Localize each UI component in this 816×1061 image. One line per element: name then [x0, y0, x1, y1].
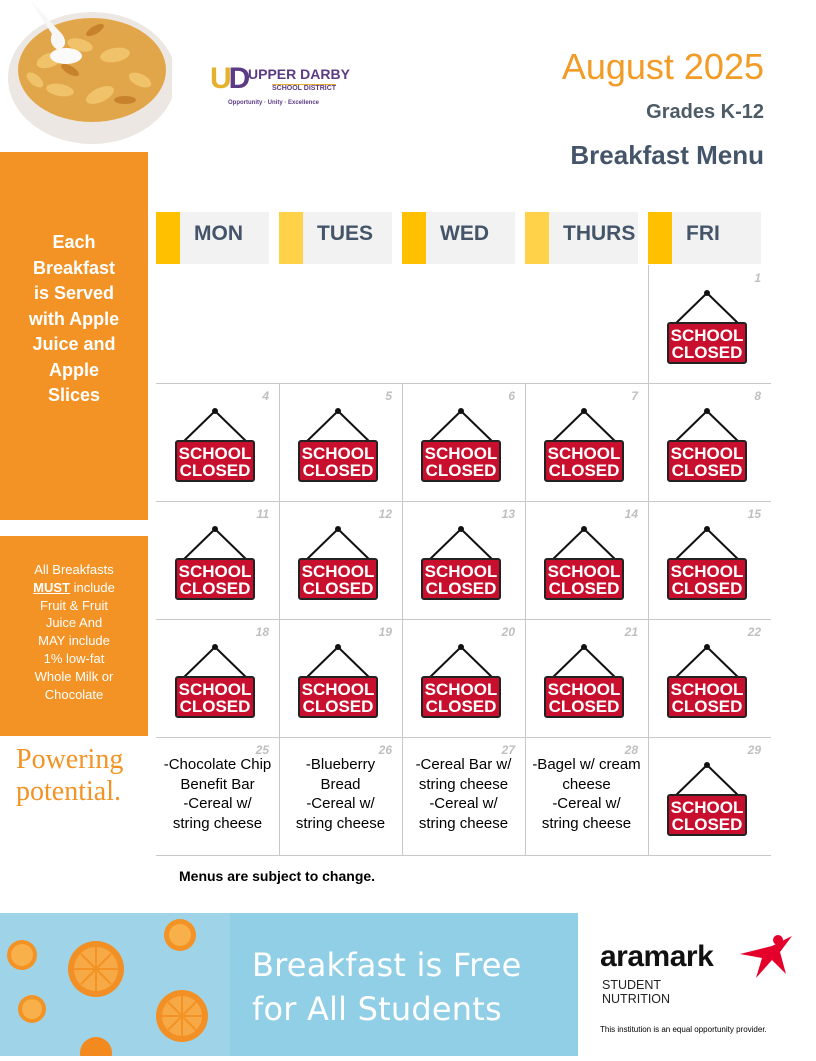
calendar-day-cell: [525, 619, 648, 737]
menu-title: Breakfast Menu: [570, 140, 764, 170]
menu-item-line: -Cereal w/: [429, 795, 498, 812]
aramark-subtitle: STUDENT NUTRITION: [602, 978, 671, 1006]
served-with-panel: [0, 152, 148, 520]
sign-text-bottom: CLOSED: [671, 697, 743, 716]
sign-text-bottom: CLOSED: [179, 461, 251, 480]
school-closed-sign-icon: [297, 641, 379, 719]
sign-text-top: SCHOOL: [670, 326, 744, 345]
orange-fruit-image: [0, 913, 230, 1056]
served-line: Juice and: [32, 334, 116, 354]
banner-line: Breakfast is Free: [252, 946, 522, 984]
calendar-day-cell: [279, 265, 402, 383]
day-number: 28: [624, 743, 638, 757]
logo-initials: UD: [210, 62, 248, 95]
meal-rules-panel: [0, 536, 148, 736]
sign-text-top: SCHOOL: [424, 444, 498, 463]
menu-items: [402, 755, 525, 833]
calendar-day-cell: [156, 619, 279, 737]
sign-text-top: SCHOOL: [670, 562, 744, 581]
menu-items: [156, 755, 279, 833]
calendar-day-cell: [525, 265, 648, 383]
sign-text-bottom: CLOSED: [179, 579, 251, 598]
day-number: 29: [747, 743, 761, 757]
day-number: 4: [262, 389, 269, 403]
powering-potential-tagline: Powering potential.: [16, 744, 124, 807]
calendar-day-cell: [525, 383, 648, 501]
day-number: 7: [631, 389, 638, 403]
rules-line: MAY include: [38, 633, 110, 649]
sign-text-bottom: CLOSED: [302, 697, 374, 716]
menu-item-line: Bread: [320, 775, 361, 793]
sign-text-top: SCHOOL: [670, 798, 744, 817]
grades-label: Grades K-12: [646, 101, 764, 123]
logo-tagline: Opportunity · Unity · Excellence: [228, 100, 320, 106]
calendar-day-cell: [279, 501, 402, 619]
grid-row-line: [156, 855, 771, 856]
day-header-thurs: THURS: [525, 212, 638, 264]
calendar-day-cell: [402, 383, 525, 501]
sign-text-top: SCHOOL: [178, 444, 252, 463]
sign-text-bottom: CLOSED: [302, 579, 374, 598]
school-closed-sign-icon: [543, 641, 625, 719]
day-number: 6: [508, 389, 515, 403]
menu-item-line: string cheese: [418, 775, 509, 793]
school-closed-sign-icon: [666, 641, 748, 719]
sign-text-top: SCHOOL: [424, 680, 498, 699]
menu-item-line: -Blueberry: [305, 756, 376, 773]
sign-text-top: SCHOOL: [178, 562, 252, 581]
menu-items: [525, 755, 648, 833]
calendar-day-cell: [402, 501, 525, 619]
sign-text-bottom: CLOSED: [671, 579, 743, 598]
day-number: 25: [255, 743, 269, 757]
day-number: 21: [624, 625, 638, 639]
day-header-fri: FRI: [648, 212, 761, 264]
school-closed-sign-icon: [420, 405, 502, 483]
logo-subtitle: SCHOOL DISTRICT: [272, 85, 337, 92]
sign-text-top: SCHOOL: [301, 562, 375, 581]
menu-item-line: -Cereal w/: [306, 795, 375, 812]
menu-item-line: -Cereal w/: [552, 795, 621, 812]
sign-text-bottom: CLOSED: [548, 461, 620, 480]
served-line: Apple: [48, 359, 99, 380]
school-closed-sign-icon: [666, 523, 748, 601]
tangerine-slice-icon: [18, 995, 46, 1023]
day-number: 14: [624, 507, 638, 521]
day-number: 27: [501, 743, 515, 757]
sign-text-bottom: CLOSED: [425, 697, 497, 716]
menu-items: [279, 755, 402, 833]
served-line: Each: [52, 232, 96, 252]
school-closed-sign-icon: [174, 641, 256, 719]
day-number: 12: [378, 507, 392, 521]
calendar-day-cell: [279, 737, 402, 855]
day-header-wed: WED: [402, 212, 515, 264]
sign-text-bottom: CLOSED: [425, 461, 497, 480]
school-closed-sign-icon: [297, 405, 379, 483]
tangerine-icon: [156, 990, 208, 1042]
month-title: August 2025: [561, 46, 764, 87]
calendar-day-cell: [156, 265, 279, 383]
day-number: 20: [501, 625, 515, 639]
school-closed-sign-icon: [174, 523, 256, 601]
menu-item-line: string cheese: [295, 814, 386, 832]
menu-item-line: string cheese: [418, 814, 509, 832]
rules-line: Chocolate: [44, 686, 104, 702]
sign-text-bottom: CLOSED: [671, 343, 743, 362]
day-number: 11: [256, 507, 269, 521]
served-line: Breakfast: [32, 257, 116, 278]
day-number: 15: [747, 507, 761, 521]
sign-text-bottom: CLOSED: [671, 815, 743, 834]
calendar-day-cell: [156, 383, 279, 501]
menu-item-line: -Bagel w/ cream: [532, 756, 641, 773]
rules-line: 1% low-fat: [43, 650, 105, 666]
rules-line: All Breakfasts: [34, 562, 114, 577]
sign-text-top: SCHOOL: [301, 444, 375, 463]
menu-item-line: string cheese: [172, 814, 263, 832]
sign-text-top: SCHOOL: [301, 680, 375, 699]
calendar-day-cell: [648, 383, 771, 501]
cereal-bowl-image: [0, 0, 172, 150]
day-number: 8: [754, 389, 761, 403]
day-number: 18: [255, 625, 269, 639]
calendar-day-cell: [525, 737, 648, 855]
day-number: 13: [501, 507, 515, 521]
rules-line: Fruit & Fruit: [40, 597, 108, 613]
menu-item-line: -Cereal Bar w/: [415, 756, 512, 773]
sign-text-top: SCHOOL: [424, 562, 498, 581]
day-number: 5: [385, 389, 392, 403]
sign-text-bottom: CLOSED: [179, 697, 251, 716]
sign-text-bottom: CLOSED: [548, 697, 620, 716]
calendar-day-cell: [648, 265, 771, 383]
calendar-day-cell: [402, 265, 525, 383]
sign-text-bottom: CLOSED: [548, 579, 620, 598]
day-number: 26: [378, 743, 392, 757]
school-closed-sign-icon: [174, 405, 256, 483]
calendar-day-cell: [402, 737, 525, 855]
aramark-logo: [600, 940, 800, 1010]
calendar-day-cell: [648, 501, 771, 619]
banner-text: [252, 943, 522, 1031]
tangerine-segment-icon: [164, 919, 196, 951]
sign-text-top: SCHOOL: [670, 444, 744, 463]
sign-text-top: SCHOOL: [178, 680, 252, 699]
rules-line: MUST include: [33, 579, 115, 595]
day-number: 22: [747, 625, 761, 639]
calendar-day-cell: [525, 501, 648, 619]
school-closed-sign-icon: [666, 287, 748, 365]
served-line: is Served: [33, 283, 115, 303]
sign-text-top: SCHOOL: [547, 680, 621, 699]
rules-line: Whole Milk or: [34, 668, 114, 684]
calendar-day-cell: [156, 737, 279, 855]
menu-change-note: Menus are subject to change.: [179, 868, 376, 884]
sign-text-bottom: CLOSED: [425, 579, 497, 598]
school-closed-sign-icon: [297, 523, 379, 601]
banner-line: for All Students: [252, 990, 502, 1028]
sign-text-top: SCHOOL: [670, 680, 744, 699]
calendar-day-cell: [648, 737, 771, 855]
served-line: with Apple: [28, 308, 120, 329]
calendar-day-cell: [279, 383, 402, 501]
star-figure-icon: [736, 934, 796, 982]
sign-text-bottom: CLOSED: [671, 461, 743, 480]
school-closed-sign-icon: [666, 405, 748, 483]
day-header-tues: TUES: [279, 212, 392, 264]
must-emphasis: MUST: [33, 579, 71, 595]
aramark-wordmark: aramark: [600, 940, 714, 973]
rules-line: Juice And: [45, 615, 103, 631]
menu-item-line: -Cereal w/: [183, 795, 252, 812]
menu-item-line: string cheese: [541, 814, 632, 832]
logo-name: UPPER DARBY: [248, 66, 350, 82]
equal-opportunity-statement: This institution is an equal opportunity provider.: [600, 1025, 767, 1034]
sign-text-top: SCHOOL: [547, 444, 621, 463]
served-line: Slices: [47, 385, 101, 405]
school-closed-sign-icon: [666, 759, 748, 837]
day-number: 19: [378, 625, 392, 639]
school-closed-sign-icon: [543, 523, 625, 601]
calendar-day-cell: [156, 501, 279, 619]
district-logo: [208, 58, 354, 116]
day-header-mon: MON: [156, 212, 269, 264]
calendar-day-cell: [402, 619, 525, 737]
sign-text-bottom: CLOSED: [302, 461, 374, 480]
day-number: 1: [754, 271, 761, 285]
school-closed-sign-icon: [543, 405, 625, 483]
calendar-day-cell: [279, 619, 402, 737]
menu-item-line: cheese: [562, 775, 611, 793]
tangerine-slice-icon: [7, 940, 37, 970]
menu-item-line: -Chocolate Chip: [163, 756, 272, 773]
school-closed-sign-icon: [420, 641, 502, 719]
menu-item-line: Benefit Bar: [180, 775, 255, 793]
sign-text-top: SCHOOL: [547, 562, 621, 581]
tangerine-icon: [68, 941, 124, 997]
school-closed-sign-icon: [420, 523, 502, 601]
calendar-day-cell: [648, 619, 771, 737]
